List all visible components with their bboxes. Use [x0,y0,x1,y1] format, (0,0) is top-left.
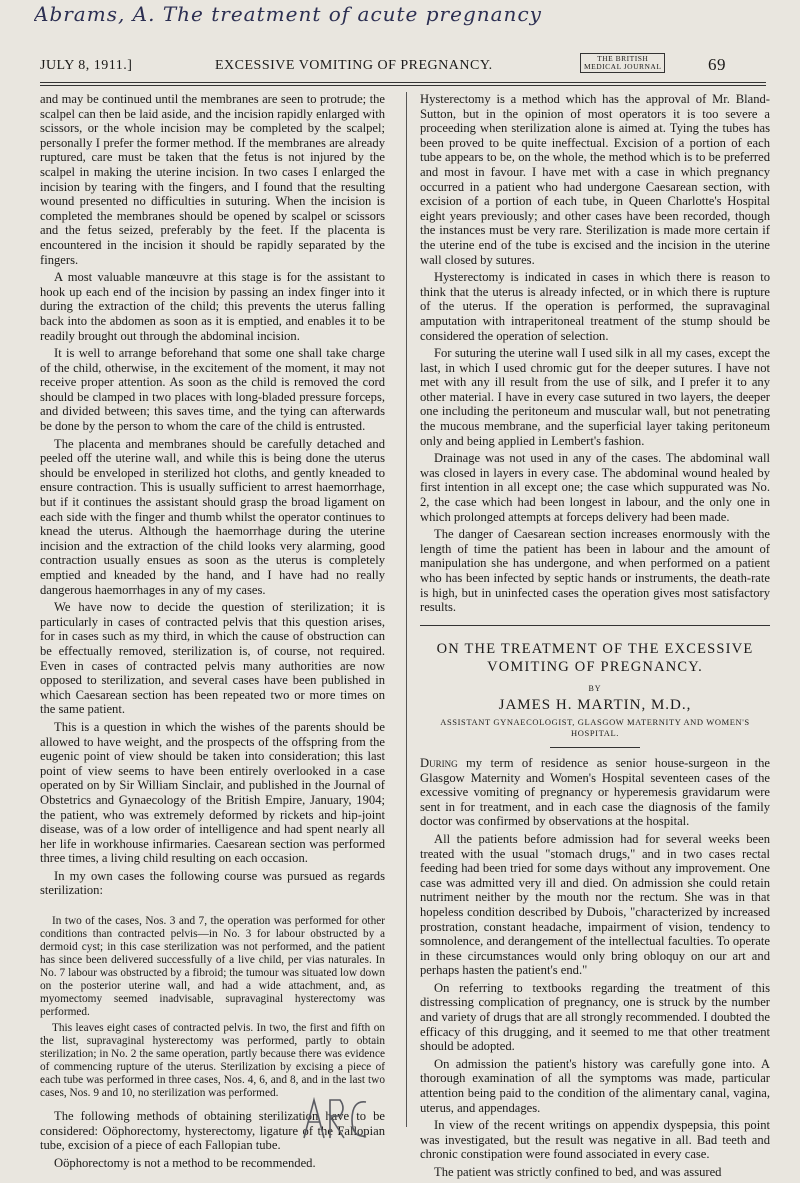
byline-rule [550,747,640,748]
handwritten-annotation: Abrams, A. The treatment of acute pregnancy [34,2,542,26]
header-rule-2 [40,85,766,86]
author-name: JAMES H. MARTIN, M.D., [498,697,692,714]
journal-badge [580,53,665,73]
left-column [40,92,385,1173]
paragraph: In my own cases the following course was pursued as regards sterilization: [40,868,385,898]
header-rule [40,82,766,83]
article-title: ON THE TREATMENT OF THE EXCESSIVE VOMITING OF PREGNANCY. [436,640,754,675]
page-number: 69 [708,55,726,74]
paragraph: and may be continued until the membranes are seen to protrude; the scalpel can then be laid aside, and the incision rapidly enlarged with scissors, or the whole incision may be completed by the scalpel; personally I prefer the former method. If the membranes are already ruptured, care must be taken that the fetus is not injured by the scalpel in making the uterine incision. In two cases I enlarged the incision by tearing with the fingers, and I found that the resulting wound presented no difficulties in suturing. When the incision is completed the membranes should be opened by scalpel or scissors and the fetus seized, preferably by the feet. If the placenta is encountered in the incision it should be rapidly separated by the fingers. [40,92,385,267]
author-affiliation: ASSISTANT GYNAECOLOGIST, GLASGOW MATERNITY AND WOMEN'S HOSPITAL. [440,716,750,738]
paragraph: The following methods of obtaining sterilization have to be considered: Oöphorectomy, hysterectomy, ligature of the Fallopian tube, excision of a piece of each Fallopian tube. [40,1109,385,1153]
paragraph: We have now to decide the question of sterilization; it is particularly in cases of contracted pelvis that this question arises, for in cases such as my third, in which the cause of obstruction can be effectually removed, sterilization is, of course, not required. Even in cases of contracted pelvis many authorities are now opposed to sterilization, and several cases have been published in which Caesarean section has been repeated two or more times on the same patient. [40,600,385,717]
library-stamp [300,1092,380,1142]
paragraph: In view of the recent writings on appendix dyspepsia, this point was investigated, but the result was negative in all. Bad teeth and chronic constipation were found associated in every case. [420,1118,770,1162]
paragraph: On admission the patient's history was carefully gone into. A thorough examination of all the symptoms was made, particular attention being paid to the condition of the alimentary canal, vagina, uterus, and appendages. [420,1056,770,1115]
spacer [40,901,385,915]
drop-lead: During [420,755,458,770]
paragraph: This is a question in which the wishes of the parents should be allowed to have weight, and the prospects of the offspring from the eugenic point of view should be taken into consideration; this last point of view seems to have been entirely overlooked in a case operated on by Sir William Sinclair, and published in the Journal of Obstetrics and Gynaecology of the British Empire, January, 1904; the patient, who was extremely deformed by rickets and hip-joint disease, was of a low order of intelligence and had spent nearly all her life in workhouse infirmaries. Caesarean section was performed three times, a living child resulting on each occasion. [40,719,385,866]
paragraph: It is well to arrange beforehand that some one shall take charge of the child, otherwise, in the excitement of the moment, it may not receive proper attention. As soon as the child is removed the cord should be clamped in two places with long-bladed pressure forceps, and divided between; this saves time, and the tying can afterwards be done by the person to whom the care of the child is entrusted. [40,346,385,434]
right-column [420,92,770,1183]
stamp-graphic [300,1092,380,1142]
journal-line-1: THE BRITISH [597,54,649,63]
article-separator [420,625,770,626]
paragraph: On referring to textbooks regarding the treatment of this distressing complication of pregnancy, one is struck by the number and variety of drugs that are all strongly recommended. I doubted the efficacy of this drugging, and it seemed to me that other treatment should be adopted. [420,980,770,1054]
column-divider [406,92,407,1127]
paragraph: Oöphorectomy is not a method to be recommended. [54,1155,316,1170]
case-note: In two of the cases, Nos. 3 and 7, the operation was performed for other conditions than contracted pelvis—in No. 3 for labour obstructed by a dermoid cyst; in this case sterilization was not performed, and the patient has since been delivered successfully of a live child, per vias naturales. In No. 7 labour was obstructed by a fibroid; the tumour was situated low down on the posterior uterine wall, and had a wide attachment, and, as myomectomy seemed inadvisable, supravaginal hysterectomy was performed. [40,915,385,1019]
paragraph: Drainage was not used in any of the cases. The abdominal wall was closed in layers in every case. The abdominal wound healed by first intention in all except one; the case which suppurated was No. 2, the case which had been longest in labour, and the only one in which prolonged attempts at forceps delivery had been made. [420,451,770,524]
running-title: EXCESSIVE VOMITING OF PREGNANCY. [215,58,493,73]
issue-date: JULY 8, 1911.] [40,58,133,73]
case-notes [40,915,385,1100]
paragraph: The danger of Caesarean section increases enormously with the length of time the patient has been in labour and the amount of manipulation she has undergone, and when performed on a patient who has been infected by septic hands or instruments, the death-rate is high, but in uninfected cases the operation gives most satisfactory results. [420,527,770,615]
byline-by: BY [588,683,602,693]
paragraph [420,756,770,829]
paragraph: The placenta and membranes should be carefully detached and peeled off the uterine wall, and while this is being done the uterus should be enveloped in sterilized hot cloths, and gently kneaded to ensure contraction. This is usually sufficient to arrest haemorrhage, but if it continues the assistant should grasp the broad ligament on each side with the finger and thumb whilst the operator continues to knead the uterus. Although the haemorrhage during the uterine incision and the extraction of the child looks very alarming, good contraction usually ensues as soon as the uterus is completely emptied and kneaded by the hand, and I have had no really dangerous haemorrhages in any of my cases. [40,436,385,597]
paragraph: Hysterectomy is a method which has the approval of Mr. Bland-Sutton, but in the opinion of most operators it is too severe a proceeding when sterilization alone is aimed at. Tying the tubes has been proved to be quite ineffectual. Excision of a portion of each tube appears to be, on the whole, the method which is to be preferred and most in favour. I have met with a case in which pregnancy occurred in a patient who had undergone Caesarean section, with excision of a portion of each tube, in Queen Charlotte's Hospital eight years previously; and other cases have been recorded, though the instances must be very rare. Sterilization is made more certain if the uterine end of the tube is excised and the incision in the uterine wall closed by sutures. [420,92,770,267]
journal-line-2: MEDICAL JOURNAL [584,62,662,71]
paragraph-text: my term of residence as senior house-surgeon in the Glasgow Maternity and Women's Hospital seventeen cases of the excessive vomiting of pregnancy or hyperemesis gravidarum were sent in for treatment, and in each case the diagnosis of the family doctor was confirmed by observations at the hospital. [420,755,770,829]
paragraph: A most valuable manœuvre at this stage is for the assistant to hook up each end of the incision by passing an index finger into it during the extraction of the child; this prevents the uterus falling back into the abdomen as soon as it is emptied, and enables it to be readily brought out through the abdominal incision. [40,270,385,343]
paragraph: All the patients before admission had for several weeks been treated with the usual "stomach drugs," and in two cases rectal feeding had been tried for some days without any improvement. One case was admitted very ill and died. On admission she could retain nutriment neither by the mouth nor the rectum. She was in that hopeless condition described by Dubois, "characterized by increased prostration, constant headache, impairment of vision, tendency to somnolence, and derangement of the intellectual faculties. To operate in these circumstances would only bring obloquy on our art and perhaps hasten the patient's end." [420,831,770,978]
paragraph: For suturing the uterine wall I used silk in all my cases, except the last, in which I used chromic gut for the deeper sutures. I have not met with any ill result from the use of silk, and I prefer it to any other material. I have in every case sutured in two layers, the deeper one including the peritoneum and muscular wall, but not penetrating the mucous membrane, and the superficial layer taking peritoneum only and being applied in Lembert's fashion. [420,346,770,448]
paragraph: The patient was strictly confined to bed, and was assured [434,1165,722,1179]
running-header [40,50,766,78]
case-note: This leaves eight cases of contracted pelvis. In two, the first and fifth on the list, supravaginal hysterectomy was performed, partly to obtain sterilization; in No. 2 the same operation, partly because there was evidence of commencing rupture of the uterus. Sterilization by excising a piece of each tube was performed in three cases, Nos. 4, 6, and 8, and in the last two cases, Nos. 9 and 10, no sterilization was performed. [40,1022,385,1100]
paragraph: Hysterectomy is indicated in cases in which there is reason to think that the uterus is already infected, or in which there is rupture of the uterus. If the operation is performed, the supravaginal amputation with intraperitoneal treatment of the stump should be considered the operation of selection. [420,270,770,343]
